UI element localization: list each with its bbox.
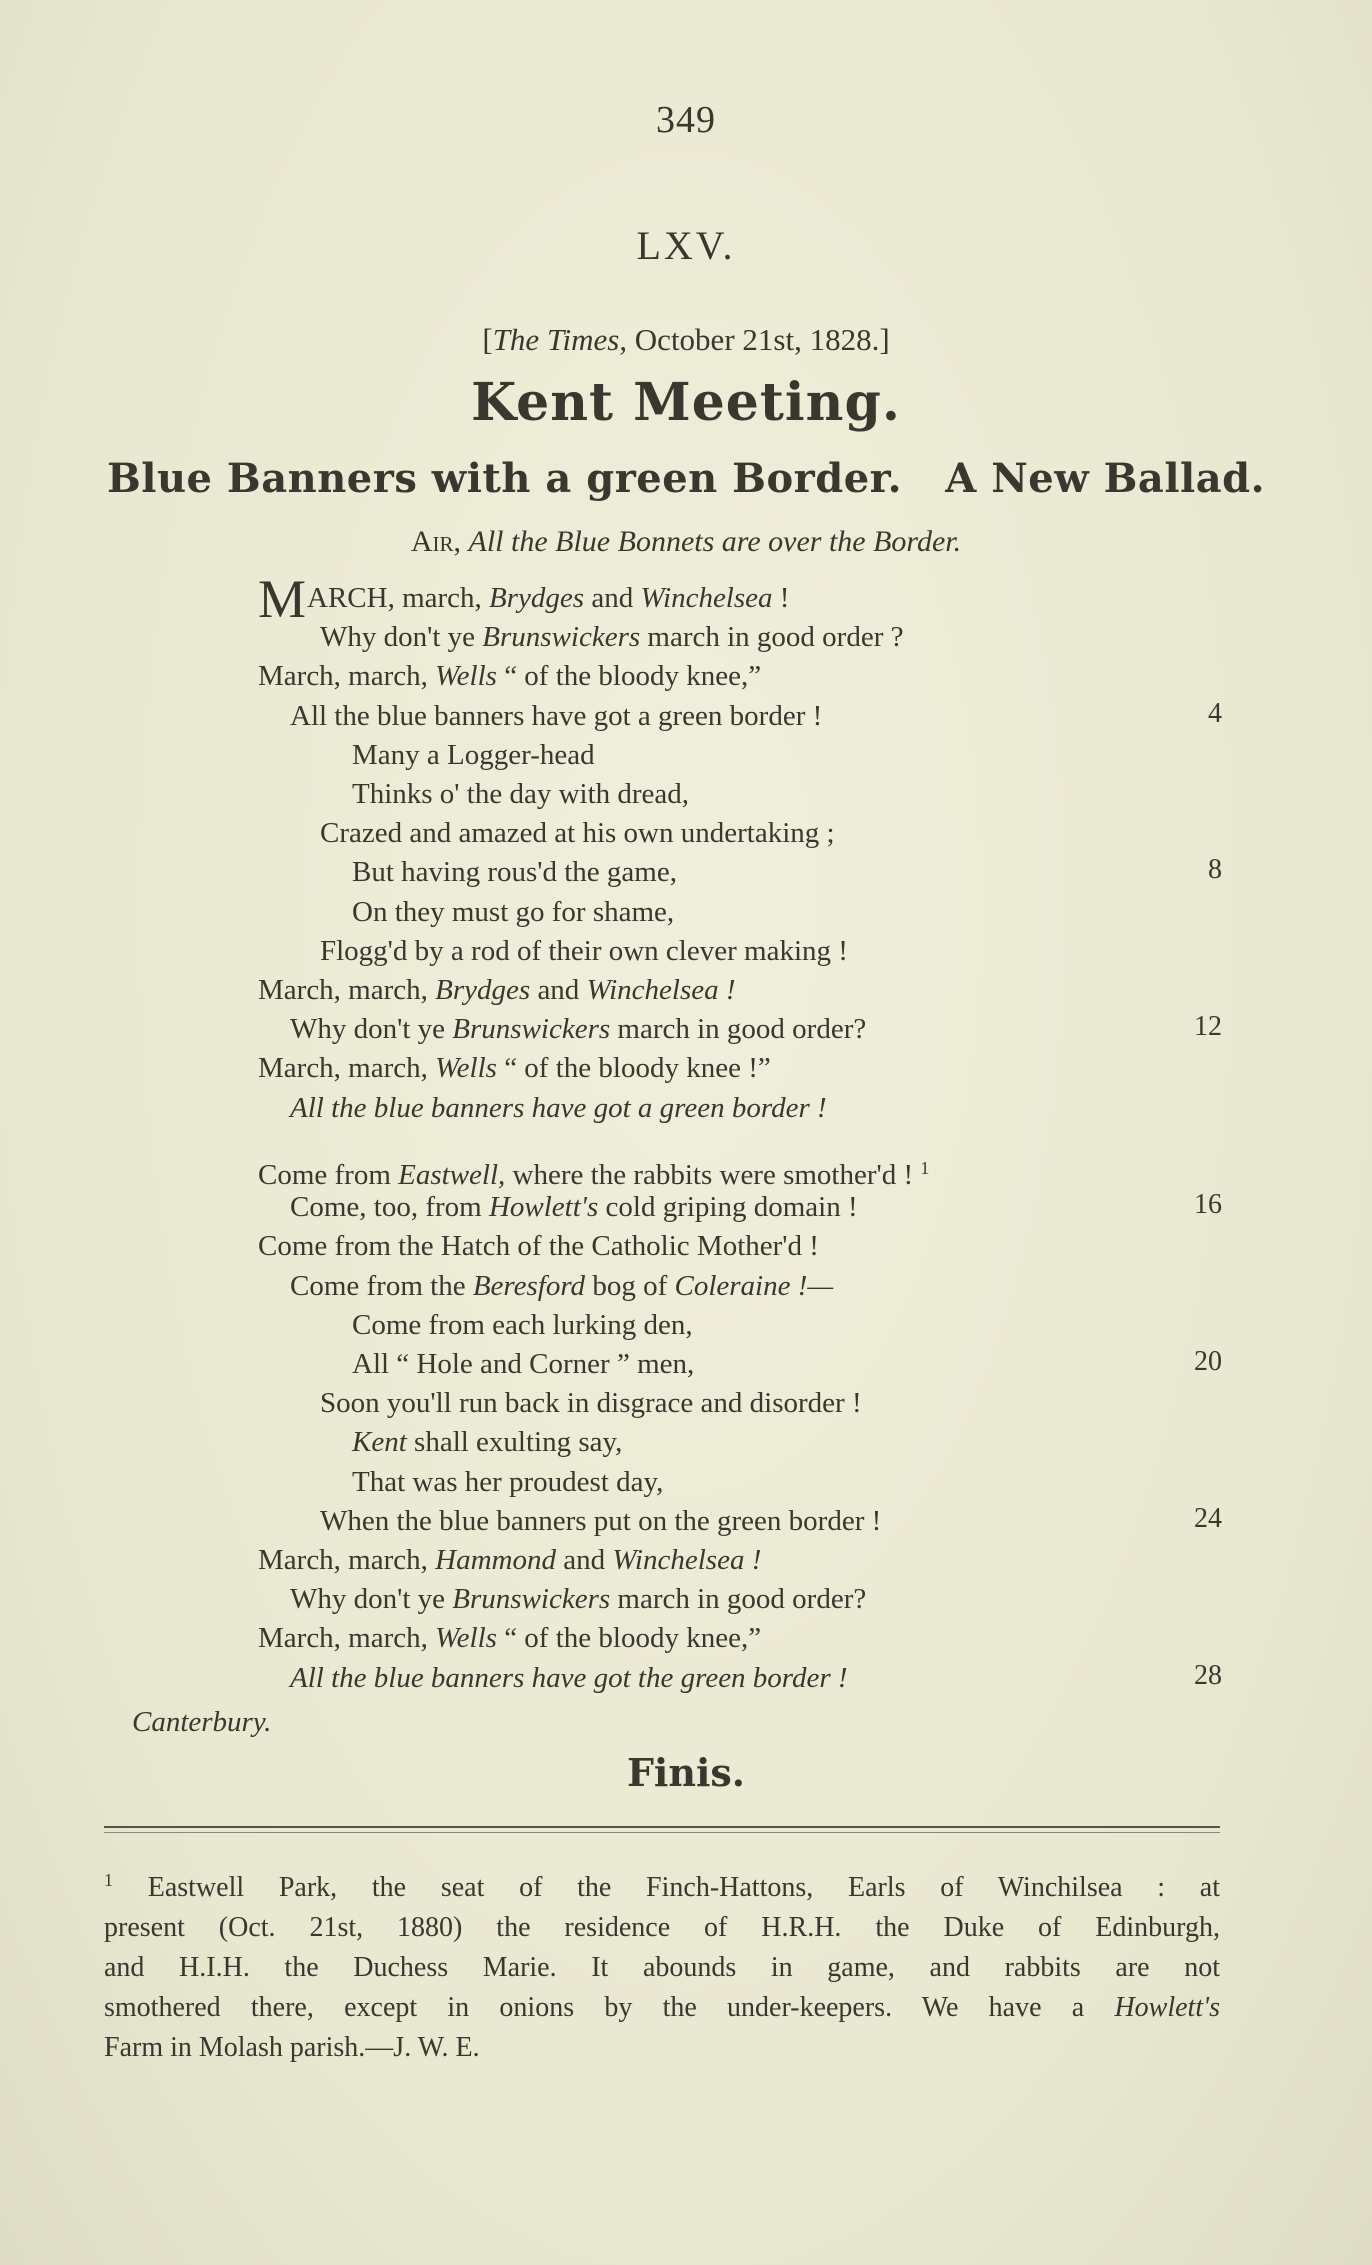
verse-text: Come from bbox=[258, 1159, 399, 1191]
verse-text: Thinks o' the day with dread, bbox=[352, 778, 690, 810]
footnote-ref: 1 bbox=[104, 1870, 113, 1890]
verse-text: Eastwell Park, the seat of the Finch-Hattons, Earls of Winchilsea : at bbox=[113, 1872, 1220, 1903]
verse-text: Eastwell, bbox=[398, 1159, 506, 1191]
air-label: Air, bbox=[410, 525, 461, 558]
verse-text: Soon you'll run back in disgrace and disorder ! bbox=[320, 1387, 862, 1420]
footnote-rule-thin bbox=[104, 1832, 1220, 1833]
line-number: 20 bbox=[1194, 1346, 1222, 1377]
line-number: 16 bbox=[1194, 1189, 1222, 1221]
footnote-line bbox=[104, 2028, 1220, 2068]
verse-text: “ of the bloody knee,” bbox=[496, 1622, 762, 1655]
verse-text: Come, too, from bbox=[290, 1191, 489, 1224]
verse-text: Kent bbox=[352, 1426, 407, 1459]
verse-line bbox=[352, 1305, 693, 1345]
verse-text: Flogg'd by a rod of their own clever making ! bbox=[320, 934, 848, 967]
place-signature: Canterbury. bbox=[132, 1706, 272, 1738]
verse-line bbox=[320, 931, 848, 971]
footnote-line bbox=[104, 1908, 1220, 1948]
verse-text: March, march, bbox=[258, 660, 436, 693]
verse-text: and bbox=[584, 582, 641, 614]
footnote-rule bbox=[104, 1826, 1220, 1828]
line-number: 28 bbox=[1194, 1659, 1222, 1691]
verse-text: March, march, bbox=[258, 974, 436, 1006]
verse-text: and H.I.H. the Duchess Marie. It abounds in game, and rabbits are not bbox=[104, 1952, 1220, 1983]
footnote bbox=[104, 1860, 1220, 2068]
verse-text: All the blue banners have got a green border ! bbox=[290, 699, 823, 732]
air-tune: All the Blue Bonnets are over the Border. bbox=[468, 525, 962, 558]
verse-text: smothered there, except in onions by the under-keepers. We have a bbox=[104, 1992, 1115, 2023]
line-number: 8 bbox=[1208, 854, 1222, 886]
verse-text: where the rabbits were smother'd ! bbox=[505, 1159, 921, 1191]
verse-line bbox=[290, 696, 822, 736]
footnote-ref: 1 bbox=[920, 1158, 930, 1178]
verse-line bbox=[352, 852, 677, 892]
verse-text: Many a Logger-head bbox=[352, 738, 595, 771]
verse-text: “ of the bloody knee,” bbox=[496, 660, 762, 693]
verse-text: Come from each lurking den, bbox=[352, 1308, 693, 1341]
verse-text: Brunswickers bbox=[452, 1583, 611, 1616]
page-number: 349 bbox=[656, 99, 716, 141]
verse-line bbox=[258, 656, 761, 696]
verse-text: Winchelsea ! bbox=[586, 974, 736, 1006]
verse-text: That was her proudest day, bbox=[352, 1465, 664, 1498]
verse-text: Crazed and amazed at his own undertaking ; bbox=[320, 817, 835, 850]
verse-text: All the blue banners have got a green border ! bbox=[290, 1091, 827, 1124]
verse-text: When the blue banners put on the green border ! bbox=[320, 1504, 882, 1537]
verse-text: But having rous'd the game, bbox=[352, 856, 677, 889]
verse-line bbox=[290, 1088, 827, 1128]
verse-line bbox=[258, 1540, 761, 1580]
verse-line bbox=[352, 774, 689, 814]
footnote-line bbox=[104, 1860, 1220, 1908]
footnote-line bbox=[104, 1988, 1220, 2028]
verse-text: March, march, bbox=[258, 1544, 436, 1576]
verse-line bbox=[320, 813, 835, 853]
verse-line bbox=[290, 1266, 833, 1306]
verse-text: and bbox=[556, 1544, 613, 1576]
verse-text: March, march, bbox=[258, 1052, 436, 1085]
verse-line bbox=[352, 735, 595, 775]
verse-line bbox=[258, 1226, 819, 1266]
verse-line bbox=[258, 970, 736, 1010]
verse-text: shall exulting say, bbox=[406, 1426, 623, 1459]
source-date: October 21st, 1828.] bbox=[627, 322, 890, 357]
finis-mark: Finis. bbox=[626, 1750, 746, 1795]
verse-text: cold griping domain ! bbox=[598, 1191, 858, 1224]
verse-text: Wells bbox=[435, 1622, 497, 1655]
verse-text: Brydges bbox=[489, 582, 585, 614]
line-number: 24 bbox=[1194, 1502, 1222, 1534]
verse-text: All “ Hole and Corner ” men, bbox=[352, 1348, 695, 1380]
verse-line bbox=[320, 1383, 862, 1423]
verse-line bbox=[290, 1187, 858, 1227]
air-line bbox=[0, 525, 1372, 559]
source-bracket: [ bbox=[482, 322, 493, 357]
verse-line bbox=[258, 1048, 771, 1088]
verse-text: Beresford bbox=[472, 1269, 586, 1302]
verse-line bbox=[290, 1009, 866, 1049]
verse-line bbox=[290, 1579, 866, 1619]
verse-text: and bbox=[530, 974, 587, 1006]
verse-text: Winchelsea bbox=[640, 582, 773, 614]
verse-line bbox=[352, 1462, 663, 1502]
verse-text: march in good order? bbox=[610, 1013, 867, 1046]
verse-line bbox=[258, 1618, 761, 1658]
verse-text: Coleraine !— bbox=[674, 1269, 834, 1302]
line-number: 12 bbox=[1194, 1011, 1222, 1043]
verse-text: present (Oct. 21st, 1880) the residence of H.R.H. the Duke of Edinburgh, bbox=[104, 1912, 1220, 1943]
footnote-line bbox=[104, 1948, 1220, 1988]
verse-text: Why don't ye bbox=[290, 1583, 453, 1616]
verse-text: Why don't ye bbox=[290, 1013, 453, 1046]
verse-text: Howlett's bbox=[1114, 1992, 1220, 2023]
verse-text: All the blue banners have got the green border ! bbox=[290, 1661, 848, 1694]
verse-text: Farm in Molash parish.—J. W. E. bbox=[104, 2032, 480, 2063]
verse-line bbox=[258, 569, 790, 629]
source-title: The Times, bbox=[492, 322, 628, 357]
verse-text: Howlett's bbox=[488, 1191, 599, 1224]
verse-line bbox=[352, 892, 674, 932]
ballad-subtitle: Blue Banners with a green Border. A New Ballad. bbox=[106, 455, 1266, 502]
verse-text: Brydges bbox=[435, 974, 531, 1006]
verse-text: Brunswickers bbox=[452, 1013, 611, 1046]
verse-text: March, march, bbox=[258, 1622, 436, 1655]
verse-text: bog of bbox=[585, 1269, 675, 1302]
verse-text: Wells bbox=[435, 660, 497, 693]
verse-text: On they must go for shame, bbox=[352, 895, 675, 928]
verse-text: Why don't ye bbox=[320, 621, 483, 654]
drop-cap: M bbox=[258, 569, 307, 629]
verse-text: Winchelsea ! bbox=[612, 1544, 762, 1576]
verse-text: Hammond bbox=[435, 1544, 556, 1576]
verse-text: Come from the Hatch of the Catholic Mother'd ! bbox=[258, 1230, 819, 1263]
verse-line bbox=[320, 617, 903, 657]
verse-text: march in good order ? bbox=[640, 621, 904, 654]
verse-text: “ of the bloody knee !” bbox=[496, 1052, 771, 1085]
verse-line bbox=[290, 1658, 848, 1698]
verse-text: ! bbox=[772, 582, 790, 614]
verse-text: Come from the bbox=[290, 1269, 473, 1302]
verse-text: ARCH, march, bbox=[307, 582, 490, 614]
chapter-number: LXV. bbox=[636, 223, 736, 268]
verse-line bbox=[352, 1422, 622, 1462]
line-number: 4 bbox=[1208, 697, 1222, 729]
verse-text: Brunswickers bbox=[482, 621, 641, 654]
verse-text: march in good order? bbox=[610, 1583, 867, 1616]
verse-text: Wells bbox=[435, 1052, 497, 1085]
verse-line bbox=[320, 1501, 881, 1541]
source-citation bbox=[0, 322, 1372, 358]
verse-line bbox=[352, 1344, 694, 1384]
ballad-title: Kent Meeting. bbox=[471, 372, 901, 433]
